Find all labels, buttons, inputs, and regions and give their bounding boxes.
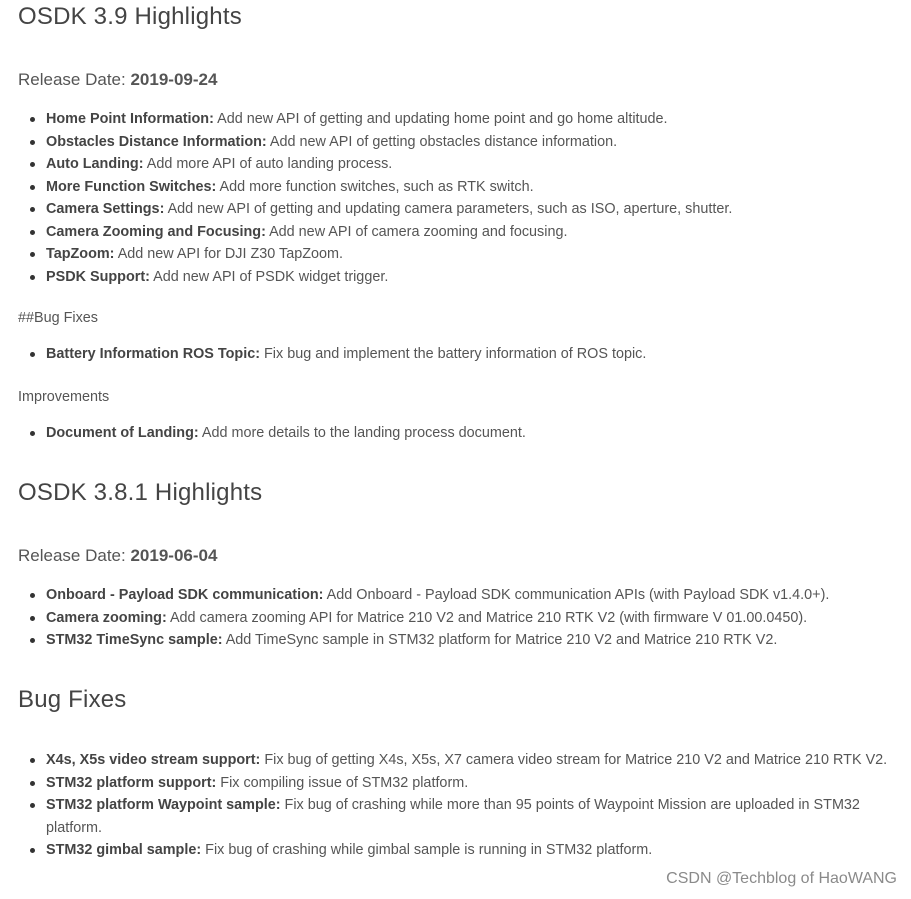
item-title: Auto Landing: [46,156,144,172]
improvements-list [18,422,911,445]
item-title: X4s, X5s video stream support: [46,752,261,768]
item-title: More Function Switches: [46,178,217,195]
bug-fixes-label: ##Bug Fixes [18,310,98,326]
item-title: Document of Landing: [46,425,199,441]
improvements-label: Improvements [18,389,110,405]
item-text: Fix compiling issue of STM32 platform. [216,774,469,791]
item-title: Battery Information ROS Topic: [46,346,261,362]
item-text: Add new API of getting and updating home point and go home altitude. [213,111,668,127]
list-item [46,266,911,289]
list-item [46,422,911,445]
item-title: STM32 gimbal sample: [46,842,202,858]
csdn-watermark: CSDN @Techblog of HaoWANG [666,870,897,887]
list-item [46,198,911,221]
item-text: Add more details to the landing process document. [198,425,526,441]
item-text: Fix bug of crashing while more than 95 points of Waypoint Mission are uploaded in STM32 platform. [46,797,860,836]
list-item [46,794,891,839]
item-title: Camera Zooming and Focusing: [46,223,266,240]
item-title: Home Point Information: [46,111,214,127]
release-date-line [18,68,217,92]
item-text: Fix bug and implement the battery information of ROS topic. [260,346,647,362]
list-item [46,584,911,607]
bug-fixes-list [18,749,891,862]
bug-fixes-list [18,343,911,366]
item-text: Add new API for DJI Z30 TapZoom. [114,246,343,262]
list-item [46,749,891,772]
list-item [46,153,911,176]
item-title: PSDK Support: [46,268,150,285]
item-text: Add TimeSync sample in STM32 platform for Matrice 210 V2 and Matrice 210 RTK V2. [222,632,778,648]
item-title: STM32 platform Waypoint sample: [46,797,281,813]
list-item [46,772,891,795]
list-item [46,108,911,131]
item-title: STM32 platform support: [46,774,217,791]
item-text: Add new API of PSDK widget trigger. [149,268,389,285]
section-heading-osdk-3-9: OSDK 3.9 Highlights [18,3,242,30]
item-text: Add more API of auto landing process. [143,156,393,172]
item-title: Obstacles Distance Information: [46,133,267,150]
item-text: Add more function switches, such as RTK switch. [216,178,534,195]
list-item [46,176,911,199]
list-item [46,131,911,154]
list-item [46,839,891,862]
item-text: Add Onboard - Payload SDK communication APIs (with Payload SDK v1.4.0+). [323,587,830,603]
list-item [46,243,911,266]
item-text: Add new API of getting obstacles distance information. [266,133,618,150]
list-item [46,629,911,652]
item-text: Add new API of getting and updating camera parameters, such as ISO, aperture, shutter. [164,201,733,217]
item-title: Onboard - Payload SDK communication: [46,587,324,603]
list-item [46,221,911,244]
list-item [46,607,911,630]
list-item [46,343,911,366]
item-title: TapZoom: [46,246,115,262]
release-date-label: Release Date: [18,70,126,89]
item-text: Fix bug of getting X4s, X5s, X7 camera video stream for Matrice 210 V2 and Matrice 210 RTK V2. [260,752,888,768]
item-text: Fix bug of crashing while gimbal sample is running in STM32 platform. [201,842,653,858]
section-heading-bug-fixes: Bug Fixes [18,686,127,713]
release-date-value: 2019-06-04 [130,546,218,565]
item-text: Add camera zooming API for Matrice 210 V2 and Matrice 210 RTK V2 (with firmware V 01.00.0450). [166,609,808,626]
item-title: Camera Settings: [46,201,165,217]
release-date-value: 2019-09-24 [130,70,218,89]
item-title: STM32 TimeSync sample: [46,632,223,648]
highlights-list [18,584,911,652]
highlights-list [18,108,911,288]
release-date-line [18,544,217,568]
item-title: Camera zooming: [46,609,167,626]
release-date-label: Release Date: [18,546,126,565]
item-text: Add new API of camera zooming and focusing. [265,223,568,240]
section-heading-osdk-3-8-1: OSDK 3.8.1 Highlights [18,479,263,506]
